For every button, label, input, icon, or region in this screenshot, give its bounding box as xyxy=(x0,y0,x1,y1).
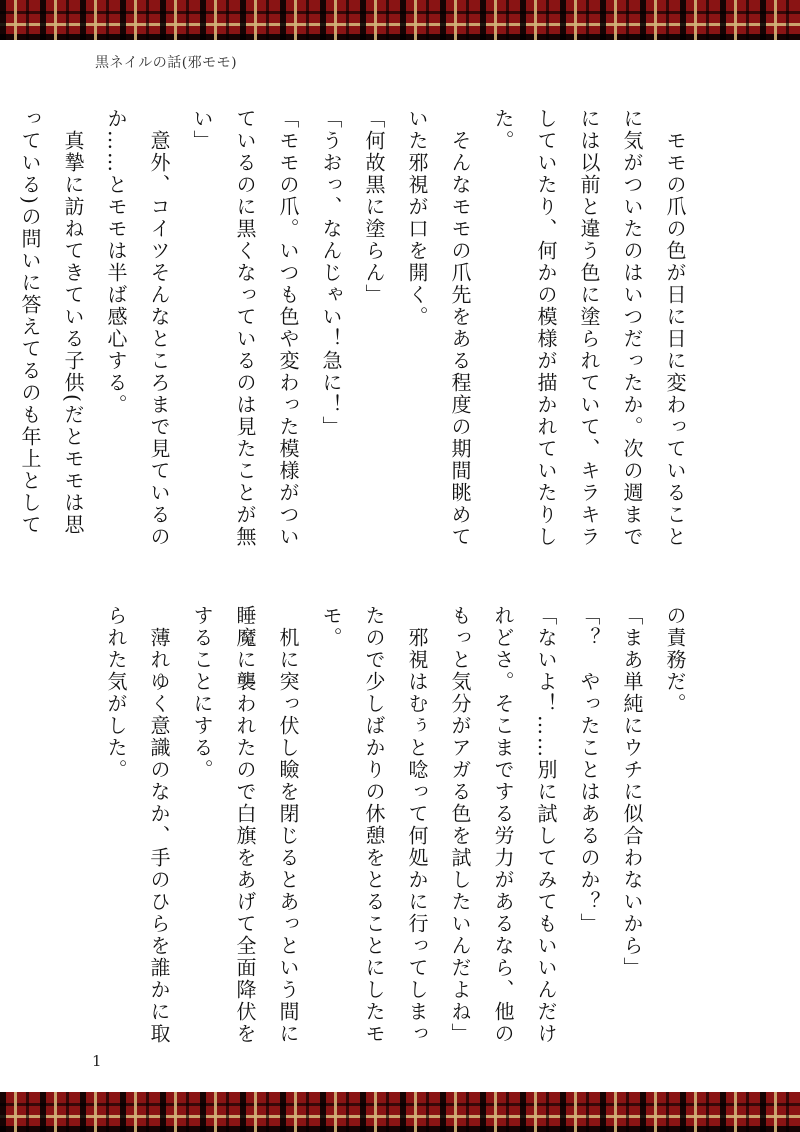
text-line: することにする。 xyxy=(190,605,214,781)
text-line: そんなモモの爪先をある程度の期間眺めて xyxy=(448,108,472,548)
upper-text-block xyxy=(18,108,696,548)
lower-text-block xyxy=(96,605,696,1045)
text-line: の責務だ。 xyxy=(663,605,687,715)
text-line: 机に突っ伏し瞼を閉じるとあっという間に xyxy=(276,605,300,1045)
text-line: 「まあ単純にウチに似合わないから」 xyxy=(620,605,644,979)
text-line: 真摯に訪ねてきている子供(だとモモは思 xyxy=(61,108,85,536)
plaid-border-top xyxy=(0,0,800,40)
text-line: には以前と違う色に塗られていて、キラキラ xyxy=(577,108,601,548)
text-line: 「？ やったことはあるのか？」 xyxy=(577,605,601,935)
text-line: 「ないよ！……別に試してみてもいいんだけ xyxy=(534,605,558,1045)
text-line: 「モモの爪。いつも色や変わった模様がつい xyxy=(276,108,300,548)
text-line: っている)の問いに答えてるのも年上として xyxy=(18,108,42,536)
text-line: られた気がした。 xyxy=(104,605,128,781)
text-line: していたり、何かの模様が描かれていたりし xyxy=(534,108,558,548)
text-line: ているのに黒くなっているのは見たことが無 xyxy=(233,108,257,548)
text-line: 「何故黒に塗らん」 xyxy=(362,108,386,306)
text-line: 「うおっ、なんじゃい！急に！」 xyxy=(319,108,343,438)
text-line: か……とモモは半ば感心する。 xyxy=(104,108,128,416)
running-title: 黒ネイルの話(邪モモ) xyxy=(95,55,238,71)
text-line: た。 xyxy=(491,108,515,152)
text-line: 薄れゆく意識のなか、手のひらを誰かに取 xyxy=(147,605,171,1045)
plaid-border-bottom xyxy=(0,1092,800,1132)
text-line: 睡魔に襲われたので白旗をあげて全面降伏を xyxy=(233,605,257,1045)
text-line: 意外、コイツそんなところまで見ているの xyxy=(147,108,171,548)
text-line: 邪視はむぅと唸って何処かに行ってしまっ xyxy=(405,605,429,1045)
text-line: に気がついたのはいつだったか。次の週まで xyxy=(620,108,644,548)
text-line: もっと気分がアガる色を試したいんだよね」 xyxy=(448,605,472,1045)
text-line: れどさ。そこまでする労力があるなら、他の xyxy=(491,605,515,1045)
text-line: い」 xyxy=(190,108,214,152)
text-line: たので少しばかりの休憩をとることにしたモ xyxy=(362,605,386,1045)
page-number: 1 xyxy=(92,1052,102,1070)
text-line: モ。 xyxy=(319,605,343,649)
text-line: いた邪視が口を開く。 xyxy=(405,108,429,328)
text-line: モモの爪の色が日に日に変わっていること xyxy=(663,108,687,548)
